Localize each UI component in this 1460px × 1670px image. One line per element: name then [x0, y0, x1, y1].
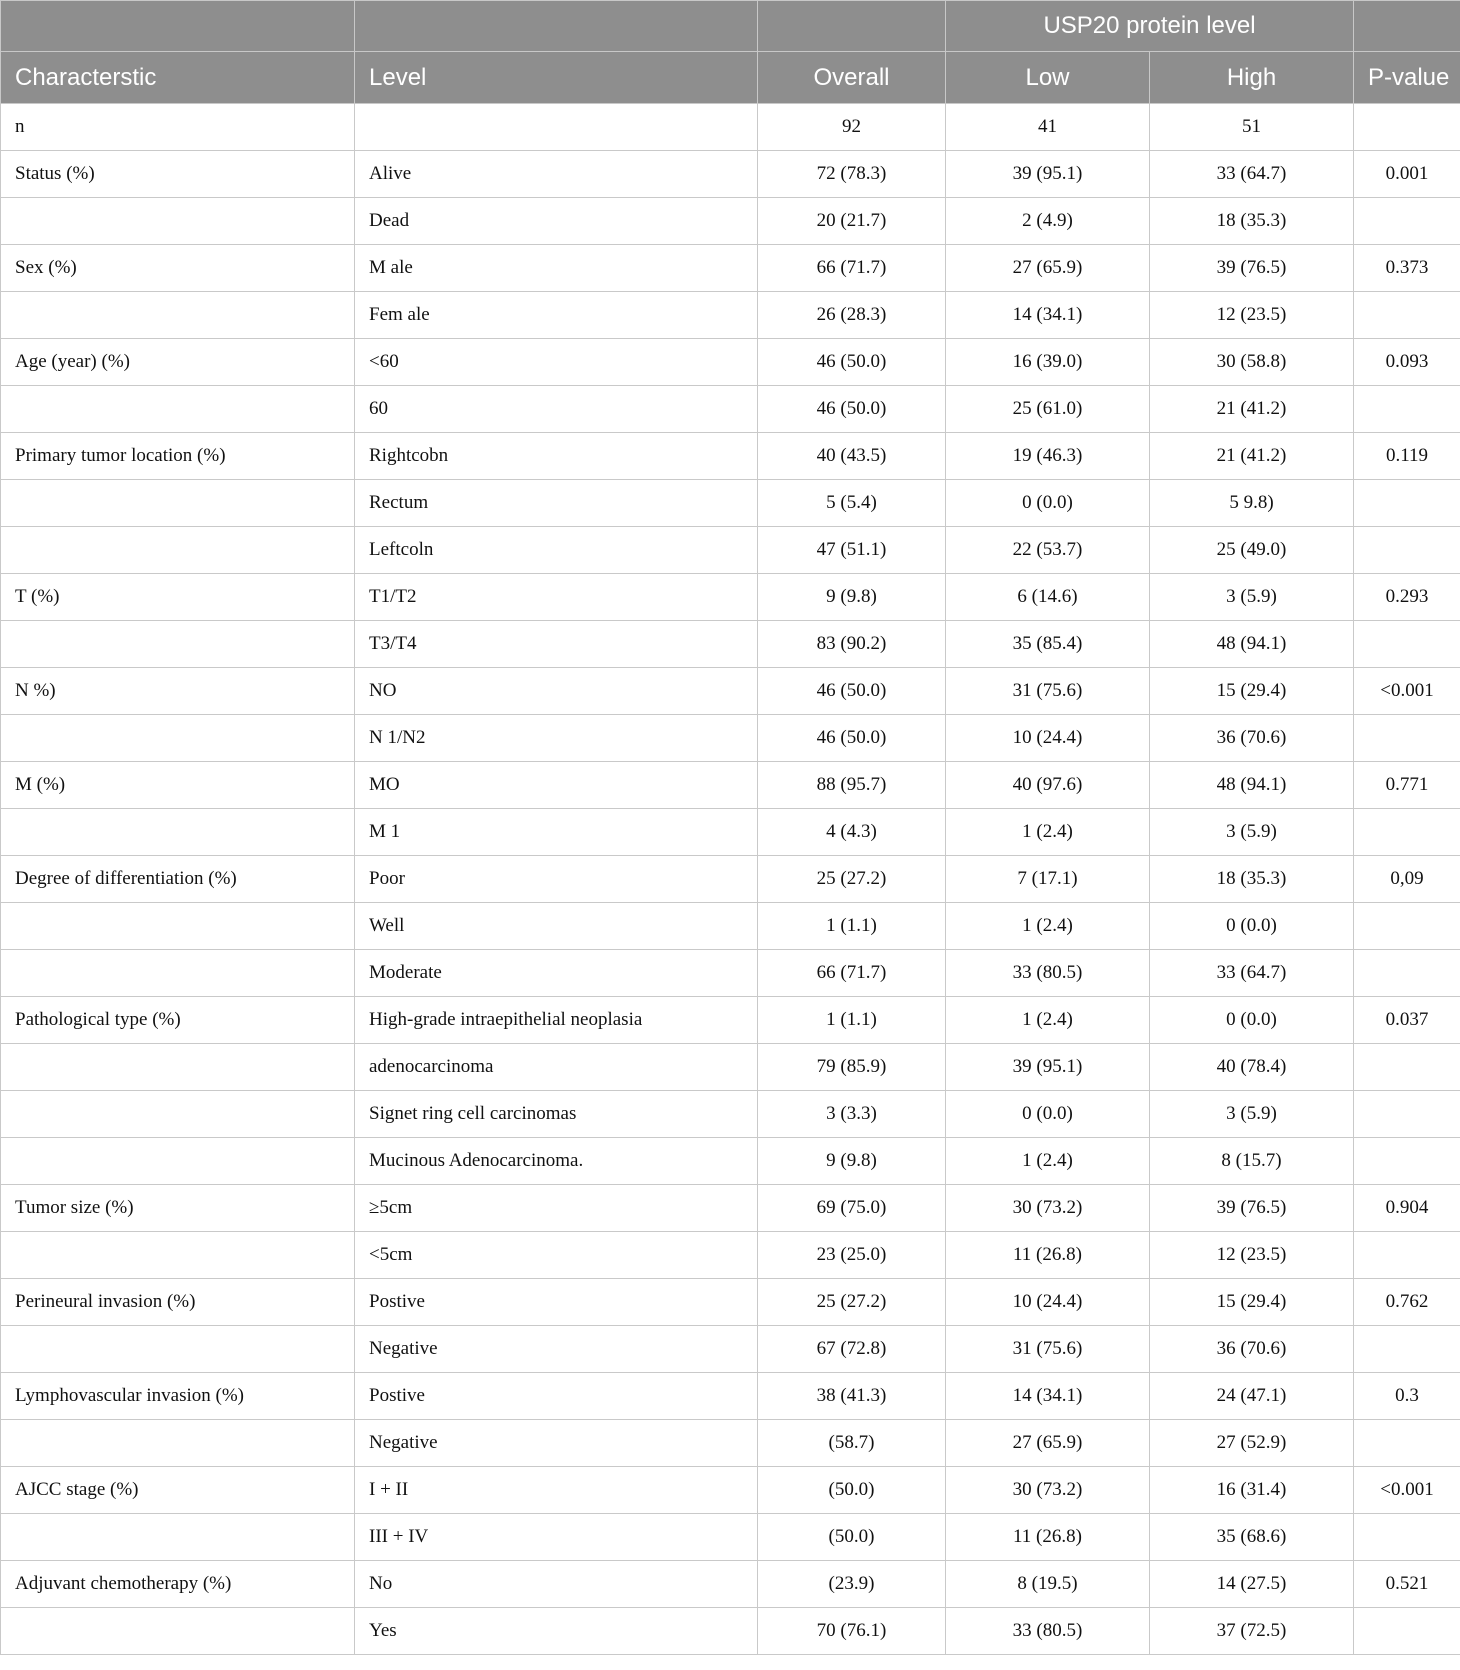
cell-overall: 69 (75.0)	[758, 1185, 946, 1232]
table-row	[1, 715, 1460, 762]
cell-overall: 83 (90.2)	[758, 621, 946, 668]
cell-low: 35 (85.4)	[946, 621, 1150, 668]
cell-low: 0 (0.0)	[946, 1091, 1150, 1138]
cell-level: T1/T2	[355, 574, 758, 621]
table-row	[1, 1326, 1460, 1373]
table-row	[1, 856, 1460, 903]
table-row	[1, 480, 1460, 527]
cell-characteristic: Perineural invasion (%)	[1, 1279, 355, 1326]
cell-level: Postive	[355, 1373, 758, 1420]
cell-high: 8 (15.7)	[1150, 1138, 1354, 1185]
group-header-empty	[1354, 1, 1460, 52]
cell-high: 36 (70.6)	[1150, 715, 1354, 762]
cell-high: 33 (64.7)	[1150, 151, 1354, 198]
cell-characteristic: Adjuvant chemotherapy (%)	[1, 1561, 355, 1608]
cell-low: 40 (97.6)	[946, 762, 1150, 809]
table-row	[1, 433, 1460, 480]
cell-characteristic	[1, 1232, 355, 1279]
cell-level	[355, 104, 758, 151]
table-row	[1, 1373, 1460, 1420]
cell-high: 0 (0.0)	[1150, 903, 1354, 950]
cell-level: III + IV	[355, 1514, 758, 1561]
cell-characteristic: N %)	[1, 668, 355, 715]
column-header-level: Level	[355, 52, 758, 104]
cell-characteristic	[1, 809, 355, 856]
cell-characteristic	[1, 621, 355, 668]
cell-level: Negative	[355, 1326, 758, 1373]
cell-low: 11 (26.8)	[946, 1232, 1150, 1279]
cell-high: 18 (35.3)	[1150, 198, 1354, 245]
cell-overall: 3 (3.3)	[758, 1091, 946, 1138]
cell-low: 10 (24.4)	[946, 1279, 1150, 1326]
cell-overall: 9 (9.8)	[758, 574, 946, 621]
cell-pvalue	[1354, 527, 1460, 574]
cell-level: <5cm	[355, 1232, 758, 1279]
cell-level: ≥5cm	[355, 1185, 758, 1232]
cell-pvalue: 0.093	[1354, 339, 1460, 386]
table-row	[1, 151, 1460, 198]
cell-characteristic: Lymphovascular invasion (%)	[1, 1373, 355, 1420]
cell-pvalue	[1354, 903, 1460, 950]
table-row	[1, 574, 1460, 621]
table-row	[1, 1467, 1460, 1514]
cell-pvalue	[1354, 1138, 1460, 1185]
table-row	[1, 950, 1460, 997]
table-row	[1, 1091, 1460, 1138]
cell-characteristic: Age (year) (%)	[1, 339, 355, 386]
table-row	[1, 1232, 1460, 1279]
table-row	[1, 339, 1460, 386]
cell-pvalue: <0.001	[1354, 668, 1460, 715]
cell-level: Fem ale	[355, 292, 758, 339]
cell-level: M 1	[355, 809, 758, 856]
cell-level: Well	[355, 903, 758, 950]
cell-characteristic: Sex (%)	[1, 245, 355, 292]
cell-pvalue: <0.001	[1354, 1467, 1460, 1514]
cell-characteristic	[1, 1091, 355, 1138]
cell-level: <60	[355, 339, 758, 386]
cell-high: 25 (49.0)	[1150, 527, 1354, 574]
cell-high: 3 (5.9)	[1150, 574, 1354, 621]
cell-overall: 38 (41.3)	[758, 1373, 946, 1420]
cell-high: 15 (29.4)	[1150, 1279, 1354, 1326]
cell-pvalue: 0.373	[1354, 245, 1460, 292]
cell-level: Postive	[355, 1279, 758, 1326]
column-header-pvalue: P-value	[1354, 52, 1460, 104]
cell-characteristic	[1, 1138, 355, 1185]
cell-overall: 72 (78.3)	[758, 151, 946, 198]
cell-overall: 46 (50.0)	[758, 339, 946, 386]
cell-low: 31 (75.6)	[946, 1326, 1150, 1373]
cell-high: 36 (70.6)	[1150, 1326, 1354, 1373]
cell-pvalue: 0.762	[1354, 1279, 1460, 1326]
cell-low: 31 (75.6)	[946, 668, 1150, 715]
cell-overall: 46 (50.0)	[758, 715, 946, 762]
cell-high: 37 (72.5)	[1150, 1608, 1354, 1655]
cell-high: 3 (5.9)	[1150, 809, 1354, 856]
column-header-high: High	[1150, 52, 1354, 104]
cell-high: 21 (41.2)	[1150, 386, 1354, 433]
cell-level: High-grade intraepithelial neoplasia	[355, 997, 758, 1044]
cell-high: 30 (58.8)	[1150, 339, 1354, 386]
cell-low: 1 (2.4)	[946, 997, 1150, 1044]
column-header-row	[1, 52, 1460, 104]
column-header-characteristic: Characterstic	[1, 52, 355, 104]
cell-overall: 67 (72.8)	[758, 1326, 946, 1373]
table-row	[1, 668, 1460, 715]
cell-level: adenocarcinoma	[355, 1044, 758, 1091]
cell-low: 27 (65.9)	[946, 1420, 1150, 1467]
cell-pvalue	[1354, 292, 1460, 339]
cell-pvalue	[1354, 1326, 1460, 1373]
cell-overall: 26 (28.3)	[758, 292, 946, 339]
cell-high: 14 (27.5)	[1150, 1561, 1354, 1608]
cell-high: 24 (47.1)	[1150, 1373, 1354, 1420]
cell-low: 39 (95.1)	[946, 151, 1150, 198]
cell-overall: 9 (9.8)	[758, 1138, 946, 1185]
cell-pvalue: 0,09	[1354, 856, 1460, 903]
cell-pvalue: 0.3	[1354, 1373, 1460, 1420]
cell-level: Signet ring cell carcinomas	[355, 1091, 758, 1138]
cell-low: 19 (46.3)	[946, 433, 1150, 480]
cell-overall: 70 (76.1)	[758, 1608, 946, 1655]
cell-overall: 1 (1.1)	[758, 903, 946, 950]
table-row	[1, 1279, 1460, 1326]
group-header-usp20: USP20 protein level	[946, 1, 1354, 52]
table-row	[1, 245, 1460, 292]
cell-level: Alive	[355, 151, 758, 198]
cell-low: 14 (34.1)	[946, 1373, 1150, 1420]
group-header-empty	[355, 1, 758, 52]
cell-high: 18 (35.3)	[1150, 856, 1354, 903]
cell-level: M ale	[355, 245, 758, 292]
cell-level: NO	[355, 668, 758, 715]
cell-high: 12 (23.5)	[1150, 292, 1354, 339]
cell-overall: 40 (43.5)	[758, 433, 946, 480]
cell-characteristic: n	[1, 104, 355, 151]
cell-pvalue	[1354, 621, 1460, 668]
cell-pvalue: 0.904	[1354, 1185, 1460, 1232]
cell-low: 6 (14.6)	[946, 574, 1150, 621]
cell-high: 27 (52.9)	[1150, 1420, 1354, 1467]
table-row	[1, 1420, 1460, 1467]
table-header	[1, 1, 1460, 104]
cell-characteristic	[1, 950, 355, 997]
column-header-low: Low	[946, 52, 1150, 104]
cell-characteristic: Tumor size (%)	[1, 1185, 355, 1232]
cell-low: 22 (53.7)	[946, 527, 1150, 574]
table-row	[1, 1561, 1460, 1608]
cell-level: Negative	[355, 1420, 758, 1467]
cell-level: I + II	[355, 1467, 758, 1514]
cell-overall: 46 (50.0)	[758, 668, 946, 715]
cell-overall: 46 (50.0)	[758, 386, 946, 433]
cell-level: Leftcoln	[355, 527, 758, 574]
cell-overall: (50.0)	[758, 1514, 946, 1561]
cell-level: Rightcobn	[355, 433, 758, 480]
cell-characteristic	[1, 1326, 355, 1373]
cell-high: 39 (76.5)	[1150, 1185, 1354, 1232]
cell-characteristic	[1, 292, 355, 339]
cell-pvalue	[1354, 950, 1460, 997]
cell-characteristic	[1, 198, 355, 245]
table-row	[1, 1514, 1460, 1561]
cell-overall: 1 (1.1)	[758, 997, 946, 1044]
cell-high: 21 (41.2)	[1150, 433, 1354, 480]
table-row	[1, 292, 1460, 339]
cell-overall: 25 (27.2)	[758, 1279, 946, 1326]
cell-characteristic	[1, 1514, 355, 1561]
cell-high: 12 (23.5)	[1150, 1232, 1354, 1279]
cell-characteristic	[1, 1044, 355, 1091]
cell-pvalue	[1354, 480, 1460, 527]
cell-overall: 5 (5.4)	[758, 480, 946, 527]
cell-pvalue	[1354, 1420, 1460, 1467]
group-header-empty	[758, 1, 946, 52]
cell-low: 1 (2.4)	[946, 903, 1150, 950]
cell-level: Poor	[355, 856, 758, 903]
cell-characteristic	[1, 715, 355, 762]
table-row	[1, 104, 1460, 151]
cell-high: 40 (78.4)	[1150, 1044, 1354, 1091]
table-row	[1, 527, 1460, 574]
cell-characteristic	[1, 386, 355, 433]
cell-pvalue	[1354, 104, 1460, 151]
cell-pvalue	[1354, 198, 1460, 245]
cell-pvalue: 0.037	[1354, 997, 1460, 1044]
cell-characteristic	[1, 527, 355, 574]
cell-characteristic	[1, 1608, 355, 1655]
cell-characteristic: Primary tumor location (%)	[1, 433, 355, 480]
cell-pvalue: 0.119	[1354, 433, 1460, 480]
cell-pvalue	[1354, 809, 1460, 856]
table-row	[1, 997, 1460, 1044]
table-row	[1, 809, 1460, 856]
cell-low: 11 (26.8)	[946, 1514, 1150, 1561]
cell-low: 30 (73.2)	[946, 1467, 1150, 1514]
cell-high: 0 (0.0)	[1150, 997, 1354, 1044]
cell-overall: 47 (51.1)	[758, 527, 946, 574]
cell-overall: 20 (21.7)	[758, 198, 946, 245]
table-row	[1, 1044, 1460, 1091]
cell-high: 16 (31.4)	[1150, 1467, 1354, 1514]
table-row	[1, 621, 1460, 668]
cell-pvalue	[1354, 1091, 1460, 1138]
table-row	[1, 1185, 1460, 1232]
cell-low: 7 (17.1)	[946, 856, 1150, 903]
cell-overall: 66 (71.7)	[758, 950, 946, 997]
cell-level: N 1/N2	[355, 715, 758, 762]
cell-characteristic: M (%)	[1, 762, 355, 809]
cell-pvalue	[1354, 1232, 1460, 1279]
cell-pvalue	[1354, 1044, 1460, 1091]
table-row	[1, 903, 1460, 950]
group-header-empty	[1, 1, 355, 52]
cell-low: 1 (2.4)	[946, 809, 1150, 856]
cell-low: 16 (39.0)	[946, 339, 1150, 386]
cell-characteristic: Status (%)	[1, 151, 355, 198]
cell-low: 1 (2.4)	[946, 1138, 1150, 1185]
cell-characteristic	[1, 1420, 355, 1467]
table-row	[1, 762, 1460, 809]
cell-overall: 25 (27.2)	[758, 856, 946, 903]
cell-low: 27 (65.9)	[946, 245, 1150, 292]
cell-low: 0 (0.0)	[946, 480, 1150, 527]
cell-level: Moderate	[355, 950, 758, 997]
cell-level: T3/T4	[355, 621, 758, 668]
table-body	[1, 104, 1460, 1655]
cell-low: 14 (34.1)	[946, 292, 1150, 339]
cell-characteristic	[1, 903, 355, 950]
cell-pvalue	[1354, 715, 1460, 762]
cell-level: Dead	[355, 198, 758, 245]
cell-overall: (23.9)	[758, 1561, 946, 1608]
cell-overall: 4 (4.3)	[758, 809, 946, 856]
cell-low: 41	[946, 104, 1150, 151]
table-row	[1, 1138, 1460, 1185]
cell-level: MO	[355, 762, 758, 809]
cell-high: 39 (76.5)	[1150, 245, 1354, 292]
table-row	[1, 1608, 1460, 1655]
cell-pvalue: 0.001	[1354, 151, 1460, 198]
cell-pvalue	[1354, 386, 1460, 433]
cell-overall: 92	[758, 104, 946, 151]
cell-high: 35 (68.6)	[1150, 1514, 1354, 1561]
table-row	[1, 386, 1460, 433]
cell-low: 2 (4.9)	[946, 198, 1150, 245]
cell-low: 8 (19.5)	[946, 1561, 1150, 1608]
column-header-overall: Overall	[758, 52, 946, 104]
cell-low: 39 (95.1)	[946, 1044, 1150, 1091]
cell-low: 33 (80.5)	[946, 950, 1150, 997]
cell-overall: 23 (25.0)	[758, 1232, 946, 1279]
cell-low: 10 (24.4)	[946, 715, 1150, 762]
cell-level: Yes	[355, 1608, 758, 1655]
cell-pvalue	[1354, 1514, 1460, 1561]
cell-characteristic: Pathological type (%)	[1, 997, 355, 1044]
cell-high: 48 (94.1)	[1150, 762, 1354, 809]
cell-pvalue: 0.293	[1354, 574, 1460, 621]
cell-high: 5 9.8)	[1150, 480, 1354, 527]
cell-high: 15 (29.4)	[1150, 668, 1354, 715]
cell-characteristic: Degree of differentiation (%)	[1, 856, 355, 903]
cell-pvalue: 0.771	[1354, 762, 1460, 809]
cell-high: 48 (94.1)	[1150, 621, 1354, 668]
cell-overall: 66 (71.7)	[758, 245, 946, 292]
cell-characteristic: AJCC stage (%)	[1, 1467, 355, 1514]
cell-characteristic: T (%)	[1, 574, 355, 621]
cell-level: Mucinous Adenocarcinoma.	[355, 1138, 758, 1185]
cell-overall: 88 (95.7)	[758, 762, 946, 809]
cell-characteristic	[1, 480, 355, 527]
cell-pvalue: 0.521	[1354, 1561, 1460, 1608]
cell-low: 30 (73.2)	[946, 1185, 1150, 1232]
cell-overall: (50.0)	[758, 1467, 946, 1514]
cell-level: 60	[355, 386, 758, 433]
cell-overall: (58.7)	[758, 1420, 946, 1467]
cell-high: 33 (64.7)	[1150, 950, 1354, 997]
cell-high: 3 (5.9)	[1150, 1091, 1354, 1138]
group-header-row	[1, 1, 1460, 52]
cell-pvalue	[1354, 1608, 1460, 1655]
cell-low: 33 (80.5)	[946, 1608, 1150, 1655]
cell-low: 25 (61.0)	[946, 386, 1150, 433]
cell-level: No	[355, 1561, 758, 1608]
cell-overall: 79 (85.9)	[758, 1044, 946, 1091]
cell-high: 51	[1150, 104, 1354, 151]
cell-level: Rectum	[355, 480, 758, 527]
table-row	[1, 198, 1460, 245]
